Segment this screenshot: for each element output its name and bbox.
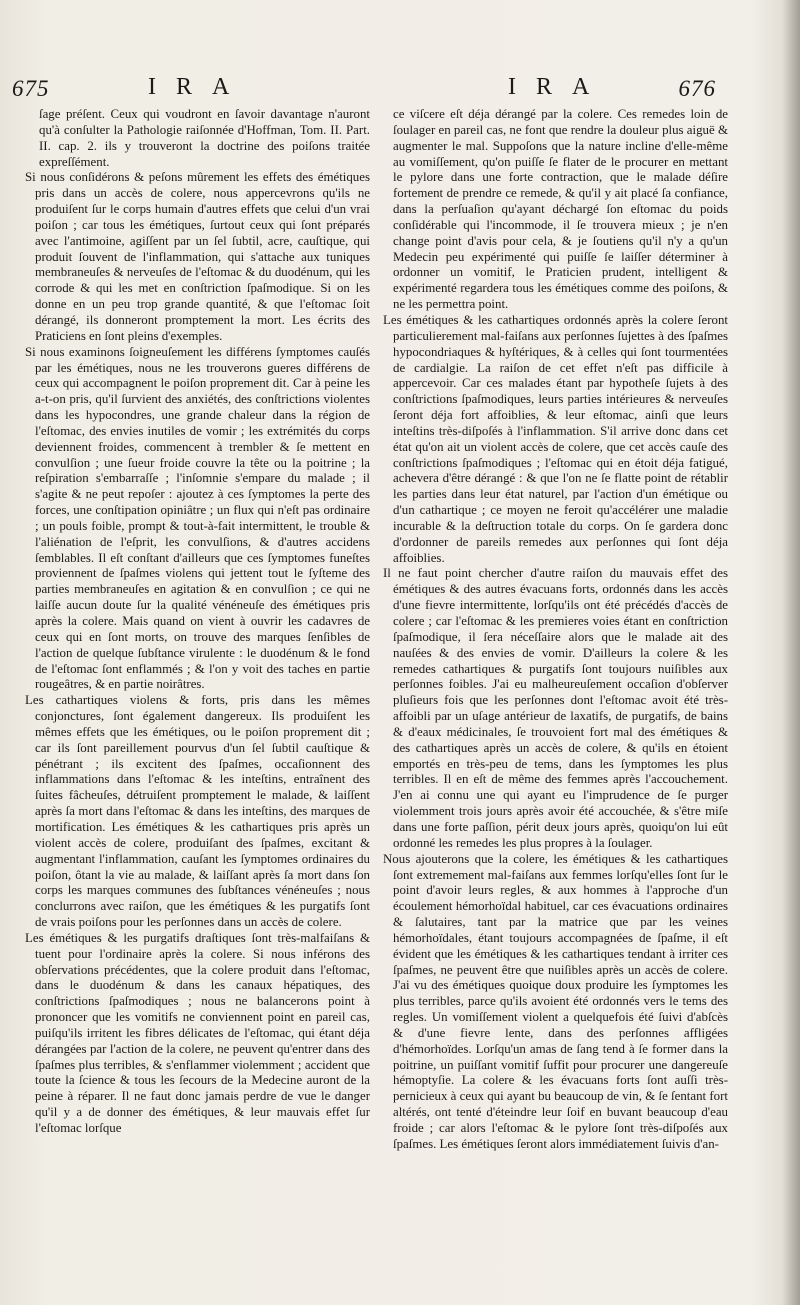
left-column — [25, 107, 370, 1297]
paragraph: ſage préſent. Ceux qui voudront en ſavoir davantage n'auront qu'à conſulter la Pathologie raiſonnée d'Hoffman, Tom. II. Part. II. cap. 2. ils y trouveront la doctrine des poiſons traitée expreſſément. — [39, 107, 370, 169]
paragraph: Si nous conſidérons & peſons mûrement les effets des émétiques pris dans un accès de colere, nous appercevrons qu'ils ne produiſent ſur le corps humain d'autres effets que celui d'un vrai poiſon ; car tous les émétiques, ſurtout ceux qui ſont préparés avec l'antimoine, agiſſent par un ſel ſubtil, acre, cauſtique, qui produit ſouvent de l'inflammation, qui s'attache aux tuniques membraneuſes & nerveuſes de l'eſtomac & du duodénum, qui les corrode & qui les met en conſtriction ſpaſmodique. Si on les donne en un peu trop grande quantité, & que l'eſtomac ſoit dérangé, ils donneront promptement la mort. Les écrits des Praticiens en ſont pleins d'exemples. — [25, 170, 370, 343]
left-running-head: IRA — [148, 74, 250, 100]
paragraph: Les émétiques & les purgatifs draſtiques ſont très-malfaiſans & tuent pour l'ordinaire après la colere. Si nous inférons des obſervations précédentes, que la colere produit dans l'eſtomac, dans le duodénum & dans les canaux hépatiques, des conſtrictions ſpaſmodiques ; nous ne balancerons point à prononcer que les vomitifs ne conviennent point en pareil cas, puiſqu'ils irritent les fibres délicates de l'eſtomac, qui étant déja dérangées par l'action de la colere, ne peuvent qu'entrer dans des ſpaſmes plus terribles, & s'enflammer violemment ; accident que toute la ſcience & tous les ſecours de la Medecine auront de la peine à réparer. Il ne faut donc jamais perdre de vue le danger qu'il y a de donner des émétiques, & leur mauvais effet ſur l'eſtomac lorſque — [25, 930, 370, 1135]
page-edge-shadow — [782, 0, 800, 1305]
running-header — [8, 74, 716, 108]
paragraph: Nous ajouterons que la colere, les émétiques & les cathartiques ſont extremement mal-faiſans aux femmes lorſqu'elles ſont ſur le point d'avoir leurs regles, & aux hommes à l'approche d'un écoulement hémorhoïdal habituel, car ces évacuations ordinaires & ſalutaires, tant par la matrice que par les veines hémorhoïdales, étant toujours accompagnées de ſpaſme, il eſt évident que les émétiques & les cathartiques tendant à irriter ces ſpaſmes, ne peuvent être que nuiſibles après un accès de colere. J'ai vu des émétiques quoique doux produire les ſymptomes les plus terribles, parce qu'ils avoient été ordonnés vers le tems des regles. Un vomiſſement violent a quelquefois été ſuivi d'abſcès & d'une fievre lente, dans des perſonnes affligées d'hémorhoïdes. Lorſqu'un amas de ſang tend à ſe former dans la poitrine, un puiſſant vomitif ſuffit pour procurer une dangereuſe hémoptyſie. La colere & les évacuans forts ſont auſſi très-pernicieux à ceux qui ayant bu beaucoup de vin, & ſe ſentant fort altérés, ont tenté d'éteindre leur ſoif en buvant beaucoup d'eau froide ; car alors l'eſtomac & le pylore ſont très-diſpoſés aux ſpaſmes. Les émétiques ſeront alors immédiatement ſuivis d'an- — [383, 851, 728, 1151]
right-running-head: IRA — [508, 74, 610, 100]
paragraph: Si nous examinons ſoigneuſement les différens ſymptomes cauſés par les émétiques, nous ne les trouverons gueres différens de ceux qui accompagnent le poiſon proprement dit. Car à peine les a-t-on pris, qu'il ſurvient des anxiétés, des conſtrictions violentes dans les hypocondres, une grande chaleur dans la région de l'eſtomac, des envies inutiles de vomir ; les extrémités du corps deviennent froides, commencent à trembler & ſe mettent en convulſion ; une ſueur froide couvre la tête ou la poitrine ; la reſpiration s'embarraſſe ; l'inſomnie s'empare du malade ; il s'agite & ne peut repoſer : ajoutez à ces ſymptomes la perte des forces, une conſtipation opiniâtre ; un flux qui n'eſt pas ordinaire ; un pouls foible, prompt & tout-à-fait intermittent, le trouble & l'aliénation de l'eſprit, les convulſions, & d'autres accidens ſemblables. Il eſt conſtant d'ailleurs que ces ſymptomes funeſtes proviennent de ſpaſmes violens qui jettent tout le ſyſteme des parties membraneuſes en agitation & en convulſion ; ce qui ne laiſſe aucun doute ſur la qualité vénéneuſe des émétiques pris après la colere. Mais quand on vient à ouvrir les cadavres de ceux qui en ſont morts, on trouve des marques ſenſibles de l'action de quelque ſubſtance virulente : le duodénum & le fond de l'eſtomac ſont enflammés ; & l'on y voit des taches en partie rougeâtres, & en partie noirâtres. — [25, 344, 370, 692]
left-page-number: 675 — [12, 76, 50, 101]
paragraph: Les cathartiques violens & forts, pris dans les mêmes conjonctures, ſont également dangereux. Ils produiſent les mêmes effets que les émétiques, ou le poiſon proprement dit ; car ils ſont pareillement pourvus d'un ſel ſubtil cauſtique & pénétrant ; ils excitent des ſpaſmes, occaſionnent des inflammations dans l'eſtomac & les inteſtins, entraînent des ſuites fâcheuſes, détruiſent promptement le malade, & laiſſent après ſa mort dans l'eſtomac & dans les inteſtins, des marques de mortification. Les émétiques & les cathartiques pris après un violent accès de colere, produiſant des ſpaſmes, excitant & augmentant l'inflammation, cauſant les ſymptomes ordinaires du poiſon, ôtant la vie au malade, & laiſſant après ſa mort dans ſon corps les marques communes des ſubſtances vénéneuſes ; nous conclurrons avec raiſon, que les émétiques & les purgatifs ſont de vrais poiſons pour les perſonnes dans un accès de colere. — [25, 693, 370, 930]
right-page-number: 676 — [678, 76, 716, 101]
paragraph: Les émétiques & les cathartiques ordonnés après la colere ſeront particulierement mal-faiſans aux perſonnes ſujettes à des ſpaſmes hypocondriaques & hyſtériques, & à celles qui ſont tourmentées de cardialgie. La raiſon de cet effet n'eſt pas difficile à appercevoir. Car ces malades étant par hypotheſe ſujets à des conſtrictions ſpaſmodiques, leurs parties intérieures & nerveuſes ſeront déja fort affoiblies, & leur eſtomac, ainſi que leurs inteſtins très-diſpoſés à l'inflammation. S'il arrive donc dans cet état qu'on ait un violent accès de colere, que cet accès cauſe des conſtrictions ſpaſmodiques ; l'eſtomac qui en étoit déja fatigué, achevera d'être dérangé : & que l'on ne ſe flatte point de rétablir les parties dans leur état naturel, par l'action d'un émétique ou d'un cathartique ; ce moyen ne feroit qu'accélérer une maladie incurable & la deſtruction totale du corps. On ſe gardera donc d'ordonner de pareils remedes aux perſonnes qui ſont déja affoiblies. — [383, 312, 728, 565]
paragraph: Il ne faut point chercher d'autre raiſon du mauvais effet des émétiques & des autres évacuans forts, ordonnés dans les accès d'une fievre intermittente, lorſqu'ils ont été précédés d'accès de colere ; car l'eſtomac & les premieres voies étant en conſtriction ſpaſmodique, il ſera néceſſaire alors que le malade ait des nauſées & des envies de vomir. D'ailleurs la colere & les remedes cathartiques & purgatifs ſont toujours nuiſibles aux perſonnes foibles. J'ai eu malheureuſement occaſion d'obſerver pluſieurs fois que les perſonnes dont l'eſtomac avoit été très-affoibli par un uſage antérieur de laxatifs, de purgatifs, de bains & d'eaux médicinales, ſe trouvoient fort mal des émétiques & des cathartiques après un accès de colere, & qu'ils en étoient emportés en très-peu de tems, dans les ſymptomes les plus terribles. Il en eſt de même des femmes après l'accouchement. J'en ai connu une qui ayant eu l'imprudence de ſe purger violemment trois jours après avoir été accouchée, & s'être miſe dans une forte paſſion, périt deux jours après, quoiqu'on lui eût ordonné les remedes les plus propres à la ſoulager. — [383, 566, 728, 850]
right-column — [383, 107, 728, 1297]
paragraph: ce viſcere eſt déja dérangé par la colere. Ces remedes loin de ſoulager en pareil cas, ne font que rendre la douleur plus aiguë & augmenter le mal. Suppoſons que la nature incline d'elle-même au vomiſſement, qu'on puiſſe ſe flater de le procurer en mettant le pylore dans une forte contraction, que le malade déſire fortement de prendre ce remede, & qu'il y ait placé ſa confiance, dans la perſuaſion qu'ayant déchargé ſon eſtomac du poids conſidérable qui l'incommode, il ſe trouvera mieux ; je n'en change point d'avis pour cela, & je ſoutiens qu'il n'y a qu'un Medecin peu expérimenté qui puiſſe ſe laiſſer déterminer à ordonner un vomitif, le Praticien prudent, intelligent & expérimenté regardera tous les émétiques comme des poiſons, & ne les permettra point. — [393, 107, 728, 312]
